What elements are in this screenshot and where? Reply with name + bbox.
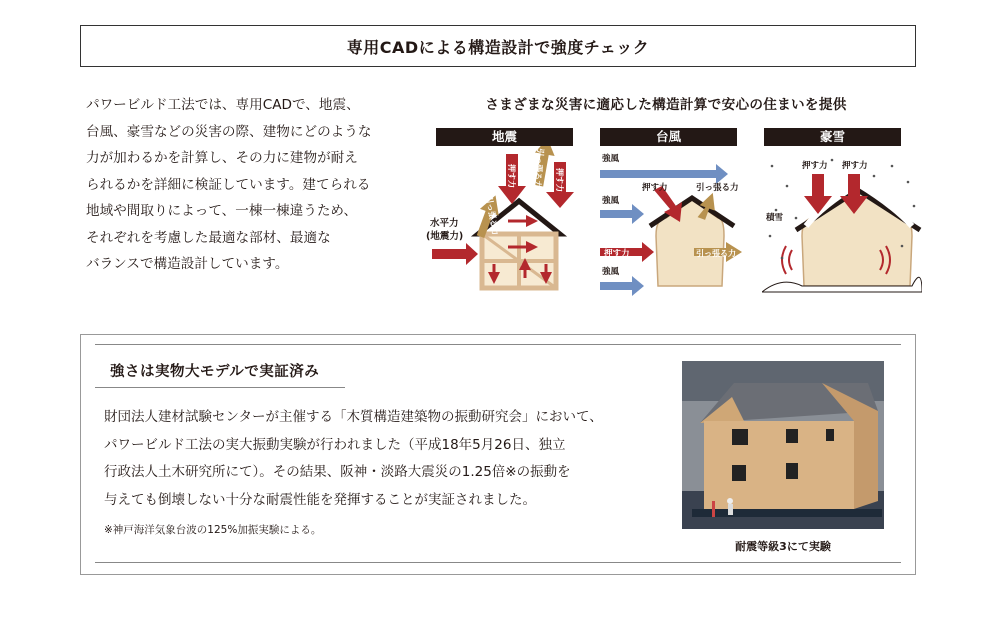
wind-label: 強風 bbox=[602, 267, 620, 277]
verification-line: パワービルド工法の実大振動実験が行われました（平成18年5月26日、独立 bbox=[104, 436, 566, 453]
pull-label: 引っ張る力 bbox=[532, 147, 545, 189]
verification-line: 行政法人土木研究所にて）。その結果、阪神・淡路大震災の1.25倍※の振動を bbox=[104, 464, 571, 480]
photo-caption: 耐震等級3にて実験 bbox=[735, 540, 831, 553]
divider bbox=[95, 387, 345, 388]
verification-line: 与えても倒壊しない十分な耐震性能を発揮することが実証されました。 bbox=[104, 491, 536, 508]
push-label: 押す力 bbox=[642, 183, 668, 193]
snow-label: 積雪 bbox=[766, 213, 784, 223]
intro-line: 台風、豪雪などの災害の際、建物にどのような bbox=[86, 123, 372, 140]
intro-line: バランスで構造設計しています。 bbox=[86, 256, 289, 272]
intro-line: 地域や間取りによって、一棟一棟違うため、 bbox=[86, 203, 358, 219]
intro-line: それぞれを考慮した最適な部材、最適な bbox=[86, 229, 331, 246]
earthquake-diagram bbox=[426, 146, 586, 296]
typhoon-diagram bbox=[598, 146, 758, 296]
wind-arrow bbox=[600, 164, 728, 184]
wind-arrow bbox=[600, 204, 644, 224]
push-label: 押す力 bbox=[604, 249, 630, 259]
wind-arrow bbox=[600, 276, 644, 296]
horizontal-force-arrow bbox=[432, 243, 478, 265]
snow-diagram bbox=[762, 146, 922, 296]
horizontal-force-label: 水平力 bbox=[430, 218, 459, 229]
quake-force-label: (地震力) bbox=[426, 231, 464, 242]
verification-text bbox=[104, 404, 603, 514]
push-label: 押す力 bbox=[507, 164, 516, 188]
section-header-title: 専用CADによる構造設計で強度チェック bbox=[346, 37, 650, 57]
section-header bbox=[80, 25, 916, 67]
verification-title: 強さは実物大モデルで実証済み bbox=[110, 364, 320, 380]
divider bbox=[95, 344, 901, 345]
push-label: 押す力 bbox=[842, 161, 868, 171]
push-label: 押す力 bbox=[555, 168, 564, 192]
test-house-photo bbox=[682, 361, 884, 529]
wind-label: 強風 bbox=[602, 154, 620, 164]
pull-label: 引っ張る力 bbox=[484, 194, 500, 236]
pull-label: 引っ張る力 bbox=[696, 249, 736, 258]
intro-line: 力が加わるかを計算し、その力に建物が耐え bbox=[86, 150, 358, 166]
intro-text bbox=[86, 92, 411, 278]
verification-line: 財団法人建材試験センターが主催する「木質構造建築物の振動研究会」において、 bbox=[104, 409, 603, 425]
diagram-title: さまざまな災害に適応した構造計算で安心の住まいを提供 bbox=[485, 97, 847, 113]
pull-label: 引っ張る力 bbox=[696, 183, 739, 193]
wind-label: 強風 bbox=[602, 196, 620, 206]
intro-line: られるかを詳細に検証しています。建てられる bbox=[86, 176, 371, 193]
typhoon-heading: 台風 bbox=[600, 128, 737, 146]
snow-heading: 豪雪 bbox=[764, 128, 901, 146]
intro-line: パワービルド工法では、専用CADで、地震、 bbox=[86, 97, 360, 113]
footnote: ※神戸海洋気象台波の125%加振実験による。 bbox=[104, 524, 322, 536]
divider bbox=[95, 562, 901, 563]
push-label: 押す力 bbox=[802, 161, 828, 171]
earthquake-heading: 地震 bbox=[436, 128, 573, 146]
